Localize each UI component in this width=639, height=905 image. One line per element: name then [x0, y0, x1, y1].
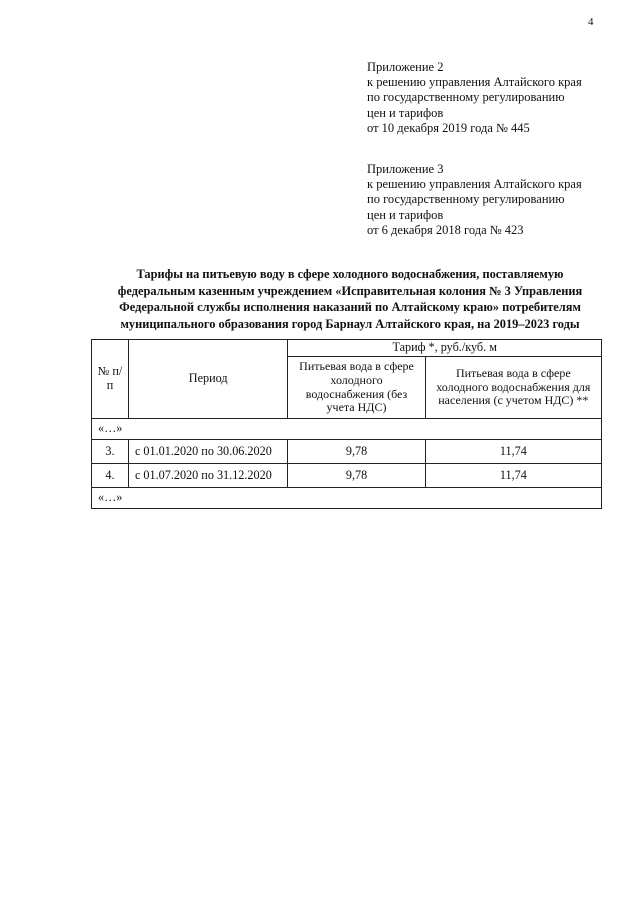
- table-header-row: [92, 340, 602, 357]
- title-line: федеральным казенным учреждением «Исправительная колония № 3 Управления: [117, 283, 583, 298]
- title-line: муниципального образования город Барнаул Алтайского края, на 2019–2023 годы: [120, 316, 580, 331]
- title-line: Федеральной службы исполнения наказаний по Алтайскому краю» потребителям: [119, 300, 581, 314]
- row-tariff-with-vat: 11,74: [425, 464, 601, 488]
- header-without-vat: Питьевая вода в сфере холодного водоснабжения (без учета НДС): [288, 357, 425, 419]
- appendix-2-line: Приложение 2: [367, 60, 444, 74]
- header-period: Период: [128, 340, 287, 419]
- row-tariff-without-vat: 9,78: [288, 464, 425, 488]
- header-number: № п/п: [92, 340, 129, 419]
- row-period: с 01.01.2020 по 30.06.2020: [128, 440, 287, 464]
- title-line: Тарифы на питьевую воду в сфере холодного водоснабжения, поставляемую: [136, 267, 564, 281]
- appendix-3-header: [367, 162, 582, 238]
- header-with-vat: Питьевая вода в сфере холодного водоснабжения для населения (с учетом НДС) **: [425, 357, 601, 419]
- appendix-3-line: по государственному регулированию: [367, 192, 565, 207]
- appendix-3-line: Приложение 3: [367, 162, 444, 176]
- omission-marker: «…»: [92, 488, 602, 509]
- page-number: 4: [588, 16, 594, 28]
- row-number: 4.: [92, 464, 129, 488]
- header-tariff: Тариф *, руб./куб. м: [288, 340, 602, 357]
- appendix-2-line: по государственному регулированию: [367, 90, 565, 105]
- row-tariff-with-vat: 11,74: [425, 440, 601, 464]
- appendix-2-header: [367, 60, 582, 136]
- appendix-3-line: от 6 декабря 2018 года № 423: [367, 222, 524, 237]
- table-row: [92, 440, 602, 464]
- appendix-2-line: к решению управления Алтайского края: [367, 75, 582, 90]
- appendix-2-line: цен и тарифов: [367, 105, 444, 120]
- row-period: с 01.07.2020 по 31.12.2020: [128, 464, 287, 488]
- table-omission-row: [92, 419, 602, 440]
- table-omission-row: [92, 488, 602, 509]
- row-number: 3.: [92, 440, 129, 464]
- omission-marker: «…»: [92, 419, 602, 440]
- row-tariff-without-vat: 9,78: [288, 440, 425, 464]
- table-row: [92, 464, 602, 488]
- document-title: [96, 266, 604, 332]
- appendix-3-line: цен и тарифов: [367, 207, 444, 222]
- appendix-3-line: к решению управления Алтайского края: [367, 177, 582, 192]
- appendix-2-line: от 10 декабря 2019 года № 445: [367, 120, 530, 135]
- tariff-table: [91, 339, 602, 509]
